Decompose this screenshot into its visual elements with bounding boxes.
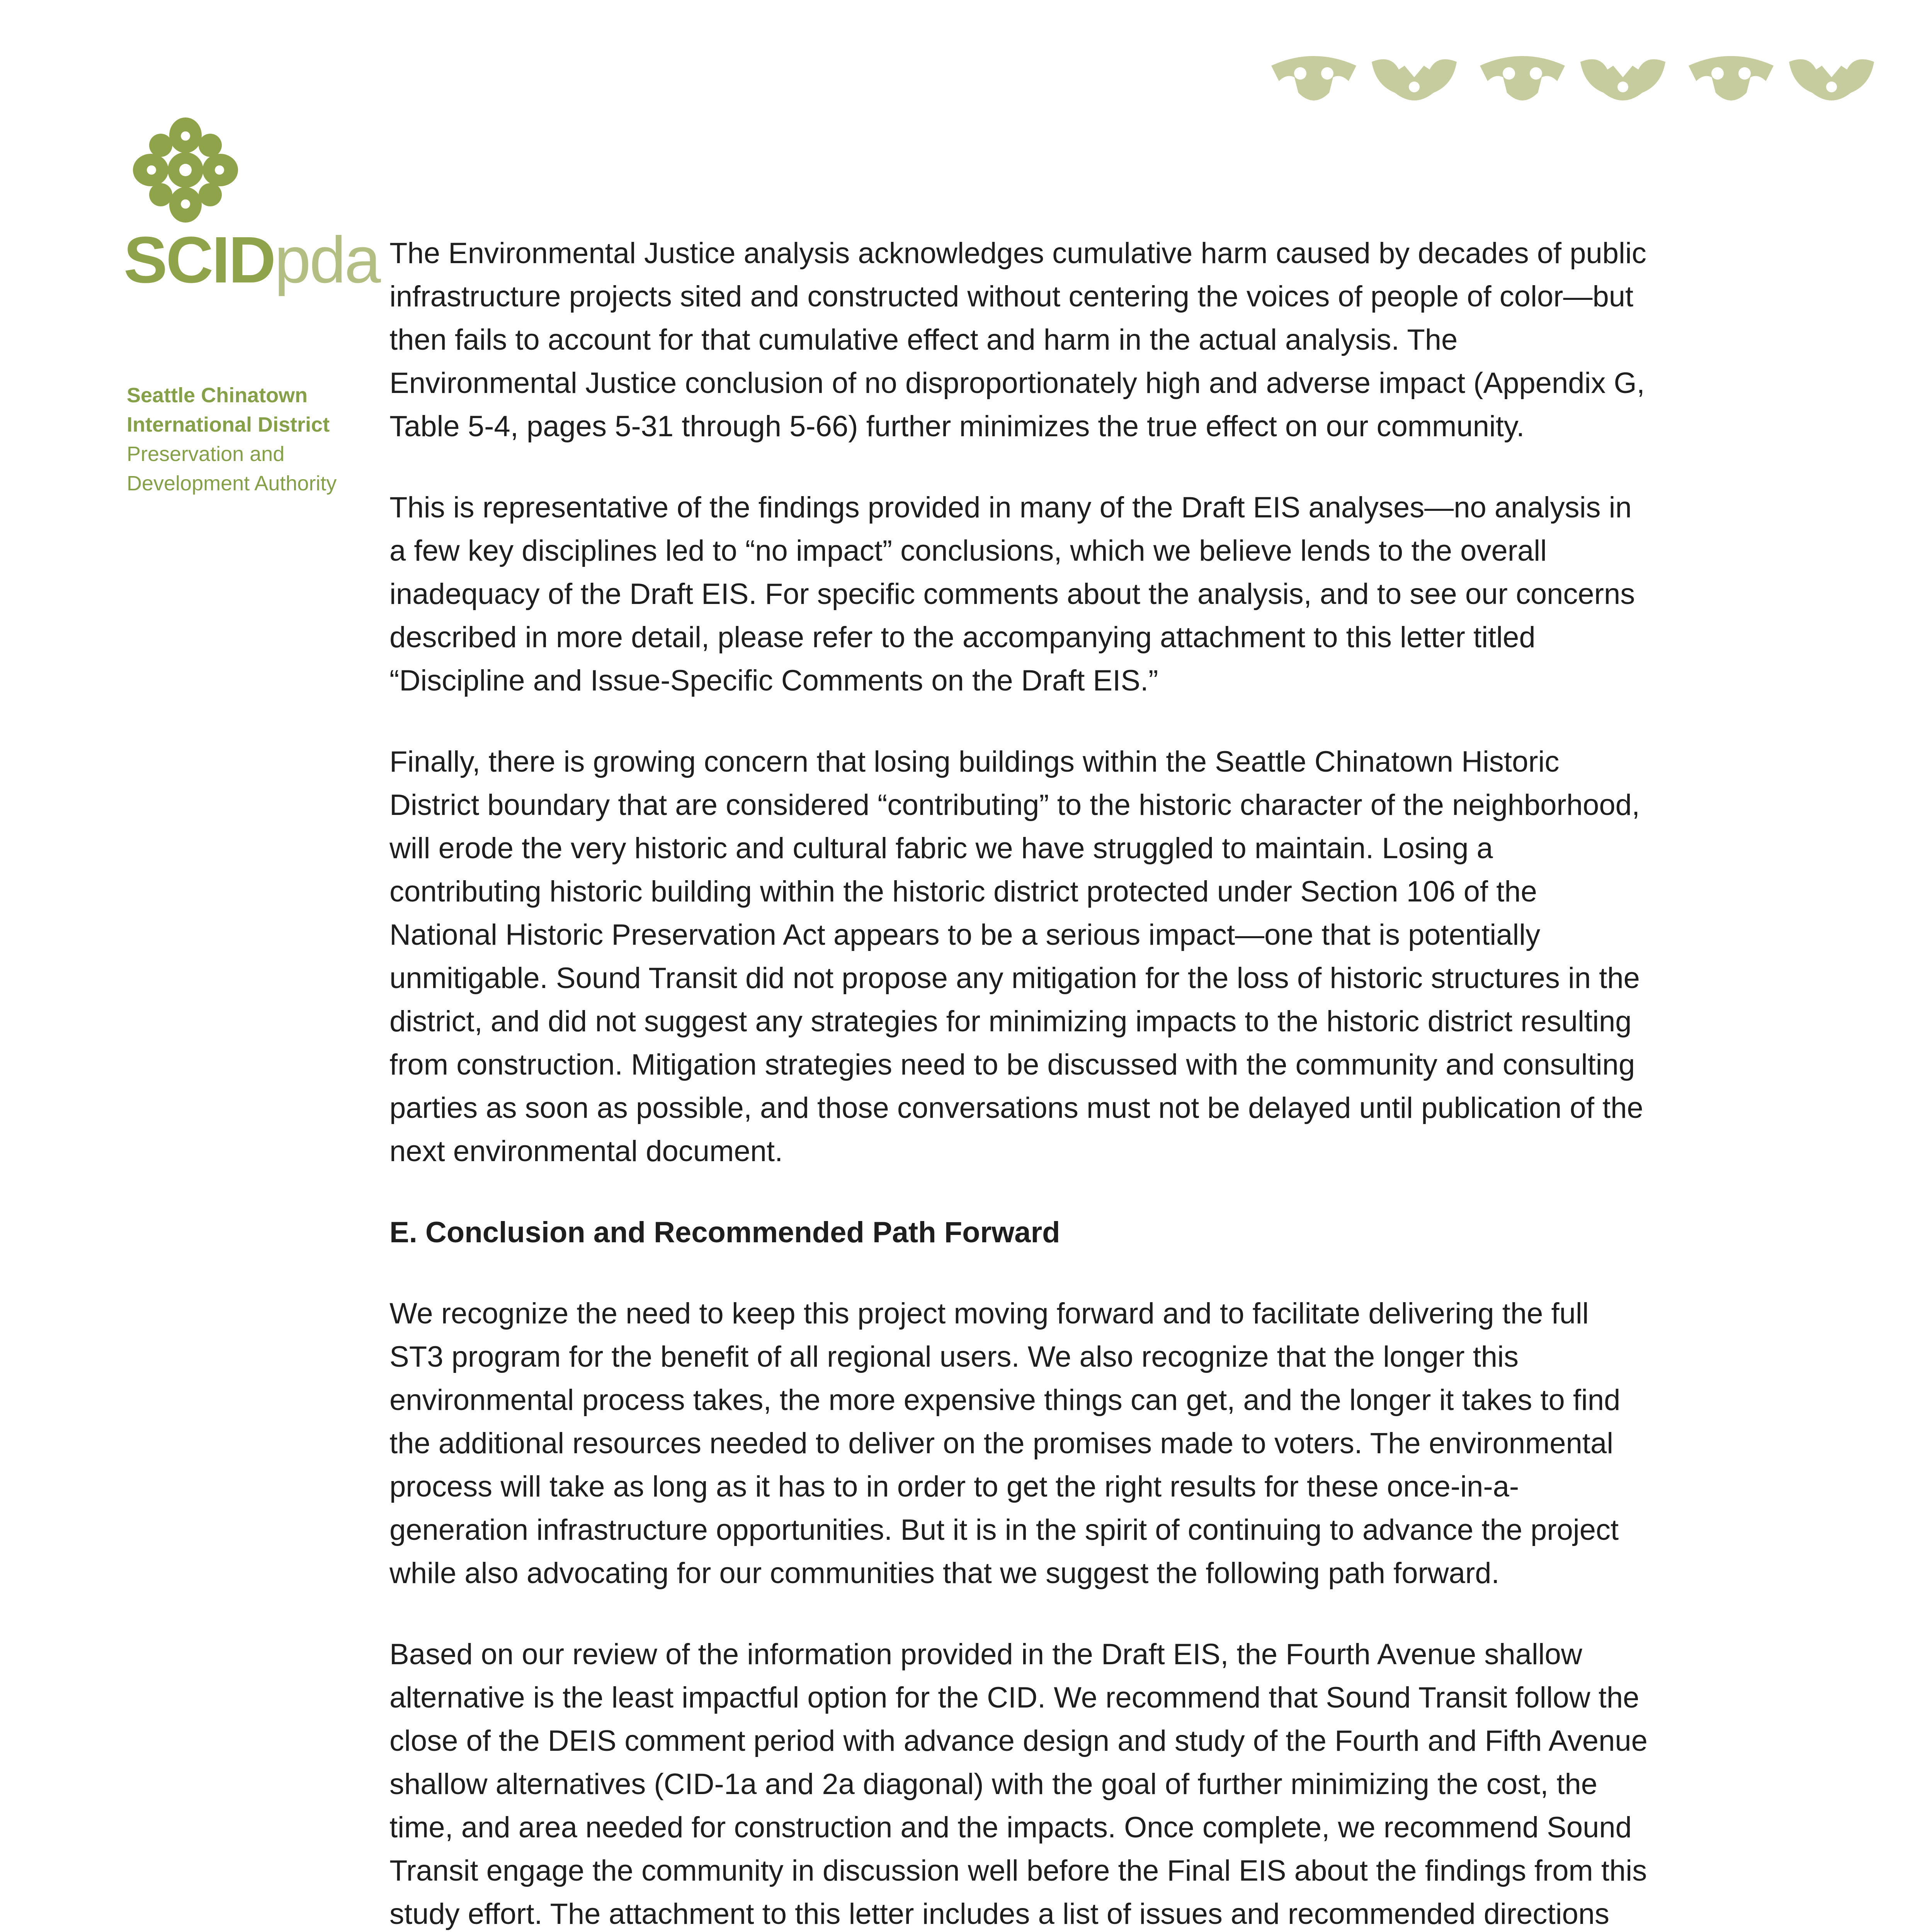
logo-word-bold: SCID bbox=[124, 223, 275, 297]
flower-emblem-icon bbox=[131, 116, 240, 224]
paragraph-2: This is representative of the findings provided in many of the Draft EIS analyses—no analysis in a few key disciplines led to “no impact” conclusions, which we believe lends to the overall inadequacy of the Draft EIS. For specific comments about the analysis, and to see our concerns described in more detail, please refer to the accompanying attachment to this letter titled “Discipline and Issue-Specific Comments on the Draft EIS.” bbox=[389, 491, 1635, 697]
decorative-pattern-icon bbox=[1264, 50, 1889, 112]
org-line-4: Development Authority bbox=[127, 472, 337, 495]
paragraph-3: Finally, there is growing concern that losing buildings within the Seattle Chinatown Historic District boundary that are considered “contributing” to the historic character of the neighborhood, will erode the very historic and cultural fabric we have struggled to maintain. Losing a contributing historic building within the historic district protected under Section 106 of the National Historic Preservation Act appears to be a serious impact—one that is potentially unmitigable. Sound Transit did not propose any mitigation for the loss of historic structures in the district, and did not suggest any strategies for minimizing impacts to the historic district resulting from construction. Mitigation strategies need to be discussed with the community and consulting parties as soon as possible, and those conversations must not be delayed until publication of the next environmental document. bbox=[389, 745, 1643, 1168]
paragraph-5: Based on our review of the information provided in the Draft EIS, the Fourth Avenue shallow alternative is the least impactful option for the CID. We recommend that Sound Transit follow the close of the DEIS comment period with advance design and study of the Fourth and Fifth Avenue shallow alternatives (CID-1a and 2a diagonal) with the goal of further minimizing the cost, the time, and area needed for construction and the impacts. Once complete, we recommend Sound Transit engage the community in discussion well before the Final EIS about the findings from this study effort. The attachment to this letter includes a list of issues and recommended directions bbox=[389, 1638, 1648, 1930]
section-heading: E. Conclusion and Recommended Path Forward bbox=[389, 1216, 1060, 1249]
org-line-3: Preservation and bbox=[127, 442, 285, 466]
paragraph-4: We recognize the need to keep this project moving forward and to facilitate delivering the full ST3 program for the benefit of all regional users. We also recognize that the longer this environmental process takes, the more expensive things can get, and the longer it takes to find the additional resources needed to deliver on the promises made to voters. The environmental process will take as long as it has to in order to get the right results for these once-in-a-generation infrastructure opportunities. But it is in the spirit of continuing to advance the project while also advocating for our communities that we suggest the following path forward. bbox=[389, 1297, 1621, 1590]
letter-body bbox=[389, 232, 1649, 1932]
logo bbox=[124, 116, 379, 297]
organization-name bbox=[127, 381, 374, 498]
org-line-2: International District bbox=[127, 413, 330, 436]
logo-wordmark bbox=[124, 222, 379, 298]
logo-word-light: pda bbox=[274, 223, 379, 297]
paragraph-1: The Environmental Justice analysis acknowledges cumulative harm caused by decades of public infrastructure projects sited and constructed without centering the voices of people of color—but then fails to account for that cumulative effect and harm in the actual analysis. The Environmental Justice conclusion of no disproportionately high and adverse impact (Appendix G, Table 5-4, pages 5-31 through 5-66) further minimizes the true effect on our community. bbox=[389, 237, 1646, 443]
org-line-1: Seattle Chinatown bbox=[127, 384, 308, 407]
